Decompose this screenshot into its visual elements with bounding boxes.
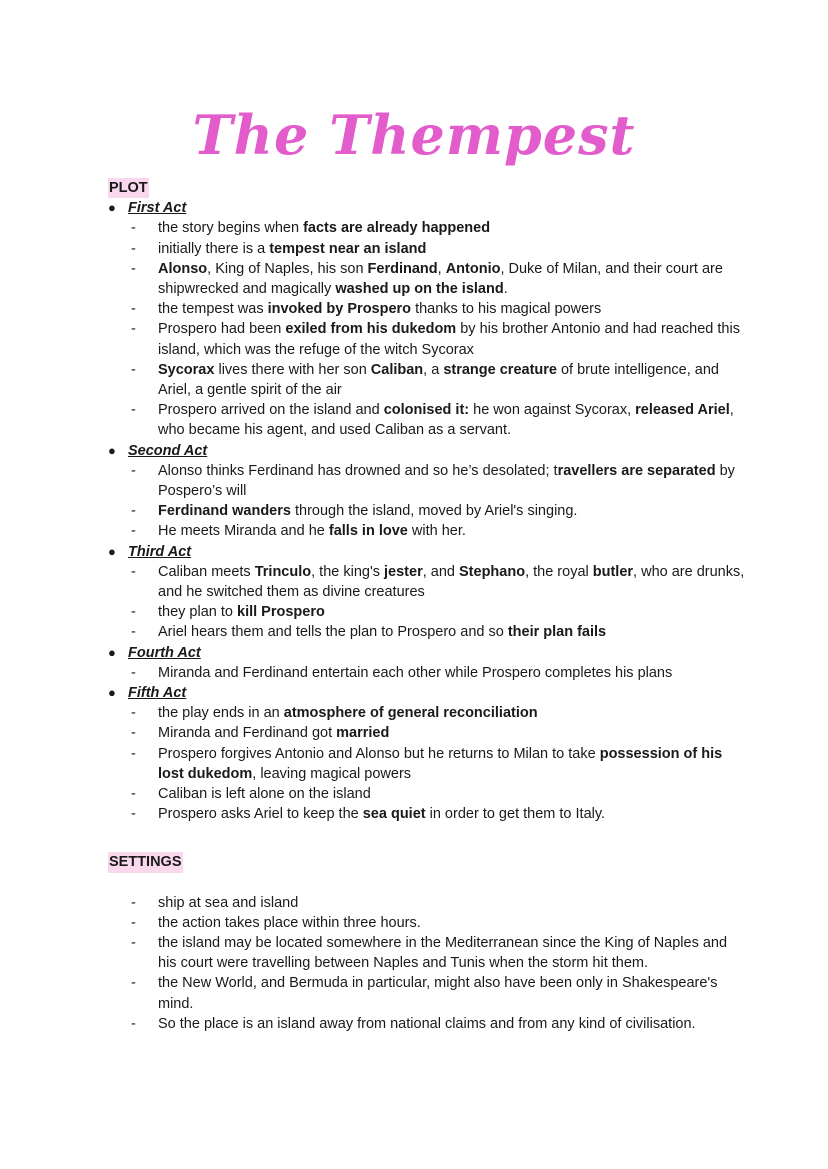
bold-text: released Ariel: [635, 402, 730, 419]
dash-icon: -: [131, 894, 136, 911]
act-title: Third Act: [128, 543, 192, 560]
bold-text: exiled from his dukedom: [285, 321, 457, 338]
dash-icon: -: [131, 745, 136, 762]
bold-text: Ferdinand: [367, 260, 438, 277]
list-item: [108, 663, 748, 683]
dash-icon: -: [131, 220, 136, 237]
text-run: Miranda and Ferdinand got: [158, 725, 337, 742]
bold-text: married: [336, 725, 390, 742]
dash-icon: -: [131, 786, 136, 802]
dash-icon: -: [131, 523, 136, 540]
text-run: thanks to his magical powers: [411, 301, 602, 318]
text-run: , a: [423, 361, 444, 378]
act-items: [108, 461, 748, 542]
bold-text: jester: [384, 563, 423, 580]
act-items: [108, 703, 748, 824]
act-heading: [108, 643, 748, 663]
bold-text: Caliban: [370, 361, 424, 378]
dash-icon: -: [131, 462, 136, 479]
text-run: Miranda and Ferdinand entertain each other while Prospero completes his plans: [158, 664, 673, 681]
text-run: of brute intelligence, and Ariel, a gentle spirit of the air: [158, 361, 719, 398]
text-run: by Pospero’s will: [158, 462, 735, 499]
text-run: , leaving magical powers: [252, 765, 412, 782]
text-run: Prospero asks Ariel to keep the: [158, 806, 363, 823]
list-item: [108, 723, 748, 743]
bullet-icon: ●: [108, 442, 116, 458]
list-item: [108, 299, 748, 319]
text-run: with her.: [407, 523, 466, 540]
text-run: So the place is an island away from national claims and from any kind of civilisation.: [158, 1015, 696, 1032]
text-run: through the island, moved by Ariel's singing.: [290, 503, 578, 520]
text-run: the tempest was: [158, 301, 268, 318]
act-title: Second Act: [128, 442, 208, 459]
dash-icon: -: [131, 806, 136, 823]
bold-text: kill Prospero: [237, 604, 325, 621]
act-heading: [108, 198, 748, 218]
bullet-icon: ●: [108, 685, 116, 700]
act-heading: [108, 683, 748, 703]
bold-text: sea quiet: [362, 806, 426, 823]
text-run: He meets Miranda and he: [158, 523, 329, 540]
bullet-icon: ●: [108, 644, 116, 660]
list-item: [108, 501, 748, 521]
text-run: initially there is a: [158, 240, 270, 257]
list-item: [108, 259, 748, 299]
bullet-icon: ●: [108, 200, 116, 216]
bold-text: washed up on the island: [335, 280, 504, 297]
list-item: [108, 602, 748, 622]
text-run: the story begins when: [158, 220, 304, 237]
text-run: , and: [422, 563, 459, 580]
list-item: [108, 973, 748, 1013]
list-item: [108, 622, 748, 642]
list-item: [108, 804, 748, 824]
list-item: [108, 319, 748, 359]
bold-text: Stephano: [459, 563, 526, 580]
text-run: ship at sea and island: [158, 894, 299, 911]
list-item: [108, 218, 748, 238]
plot-section-header: [108, 178, 748, 198]
bold-text: facts are already happened: [303, 220, 491, 237]
list-item: [108, 744, 748, 784]
text-run: the play ends in an: [158, 705, 284, 722]
text-run: Caliban is left alone on the island: [158, 786, 371, 802]
list-item: [108, 1014, 748, 1034]
text-run: by his brother Antonio and had reached this island, which was the refuge of the witch Sycorax: [158, 321, 740, 358]
dash-icon: -: [131, 914, 136, 931]
text-run: ,: [437, 260, 446, 277]
text-run: the island may be located somewhere in the Mediterranean since the King of Naples and his court were travelling between Naples and Tunis when the storm hit them.: [158, 935, 728, 972]
text-run: , the royal: [525, 563, 593, 580]
bold-text: Sycorax: [158, 361, 215, 378]
bold-text: strange creature: [443, 361, 557, 378]
dash-icon: -: [131, 624, 136, 641]
dash-icon: -: [131, 725, 136, 742]
text-run: , who are drunks, and he switched them as divine creatures: [158, 563, 745, 600]
text-run: .: [503, 280, 508, 297]
bold-text: Antonio: [445, 260, 501, 277]
act-title: Fourth Act: [128, 644, 201, 661]
text-run: , the king's: [311, 563, 385, 580]
bold-text: Ferdinand wanders: [158, 503, 291, 520]
dash-icon: -: [131, 604, 136, 621]
text-run: Alonso thinks Ferdinand has drowned and so he’s desolated; t: [158, 462, 558, 479]
list-item: [108, 239, 748, 259]
text-run: in order to get them to Italy.: [425, 806, 606, 823]
bold-text: tempest near an island: [269, 240, 427, 257]
text-run: , King of Naples, his son: [207, 260, 368, 277]
list-item: [108, 784, 748, 804]
list-item: [108, 562, 748, 602]
dash-icon: -: [131, 321, 136, 338]
list-item: [108, 360, 748, 400]
settings-heading: SETTINGS: [108, 852, 183, 872]
act-heading: [108, 542, 748, 562]
list-item: [108, 703, 748, 723]
document-content: [108, 178, 748, 1034]
dash-icon: -: [131, 664, 136, 681]
bold-text: colonised it:: [383, 402, 470, 419]
plot-acts: [108, 198, 748, 824]
bold-text: falls in love: [328, 523, 408, 540]
dash-icon: -: [131, 1015, 136, 1032]
settings-section-header: [108, 852, 748, 872]
bold-text: their plan fails: [507, 624, 607, 641]
list-item: [108, 933, 748, 973]
list-item: [108, 893, 748, 913]
bold-text: possession of his lost dukedom: [158, 745, 723, 782]
dash-icon: -: [131, 705, 136, 722]
text-run: they plan to: [158, 604, 237, 621]
dash-icon: -: [131, 240, 136, 257]
dash-icon: -: [131, 402, 136, 419]
bold-text: atmosphere of general reconciliation: [283, 705, 538, 722]
act-title: First Act: [128, 200, 187, 217]
text-run: Prospero had been: [158, 321, 286, 338]
act-title: Fifth Act: [128, 685, 187, 701]
dash-icon: -: [131, 260, 136, 277]
plot-heading: PLOT: [108, 178, 149, 198]
text-run: Caliban meets: [158, 563, 255, 580]
bold-text: Trinculo: [254, 563, 312, 580]
dash-icon: -: [131, 563, 136, 580]
text-run: the action takes place within three hours.: [158, 914, 421, 931]
text-run: , Duke of Milan, and their court are shipwrecked and magically: [158, 260, 723, 297]
bold-text: invoked by Prospero: [267, 301, 412, 318]
list-item: [108, 521, 748, 541]
bold-text: ravellers are separated: [557, 462, 716, 479]
act-heading: [108, 441, 748, 461]
text-run: Prospero arrived on the island and: [158, 402, 384, 419]
act-items: [108, 562, 748, 643]
bold-text: butler: [592, 563, 634, 580]
text-run: the New World, and Bermuda in particular, might also have been only in Shakespeare's mind.: [158, 975, 718, 1012]
dash-icon: -: [131, 503, 136, 520]
list-item: [108, 461, 748, 501]
act-items: [108, 663, 748, 683]
dash-icon: -: [131, 361, 136, 378]
text-run: Prospero forgives Antonio and Alonso but he returns to Milan to take: [158, 745, 600, 762]
text-run: lives there with her son: [214, 361, 371, 378]
text-run: he won against Sycorax,: [469, 402, 636, 419]
bullet-icon: ●: [108, 543, 116, 559]
list-item: [108, 400, 748, 440]
dash-icon: -: [131, 935, 136, 951]
bold-text: Alonso: [158, 260, 208, 277]
list-item: [108, 913, 748, 933]
text-run: , who became his agent, and used Caliban as a servant.: [158, 402, 734, 439]
act-items: [108, 218, 748, 440]
document-title: The Thempest: [192, 103, 636, 167]
text-run: Ariel hears them and tells the plan to Prospero and so: [158, 624, 508, 641]
dash-icon: -: [131, 975, 136, 992]
settings-list: [108, 893, 748, 1034]
dash-icon: -: [131, 301, 136, 318]
